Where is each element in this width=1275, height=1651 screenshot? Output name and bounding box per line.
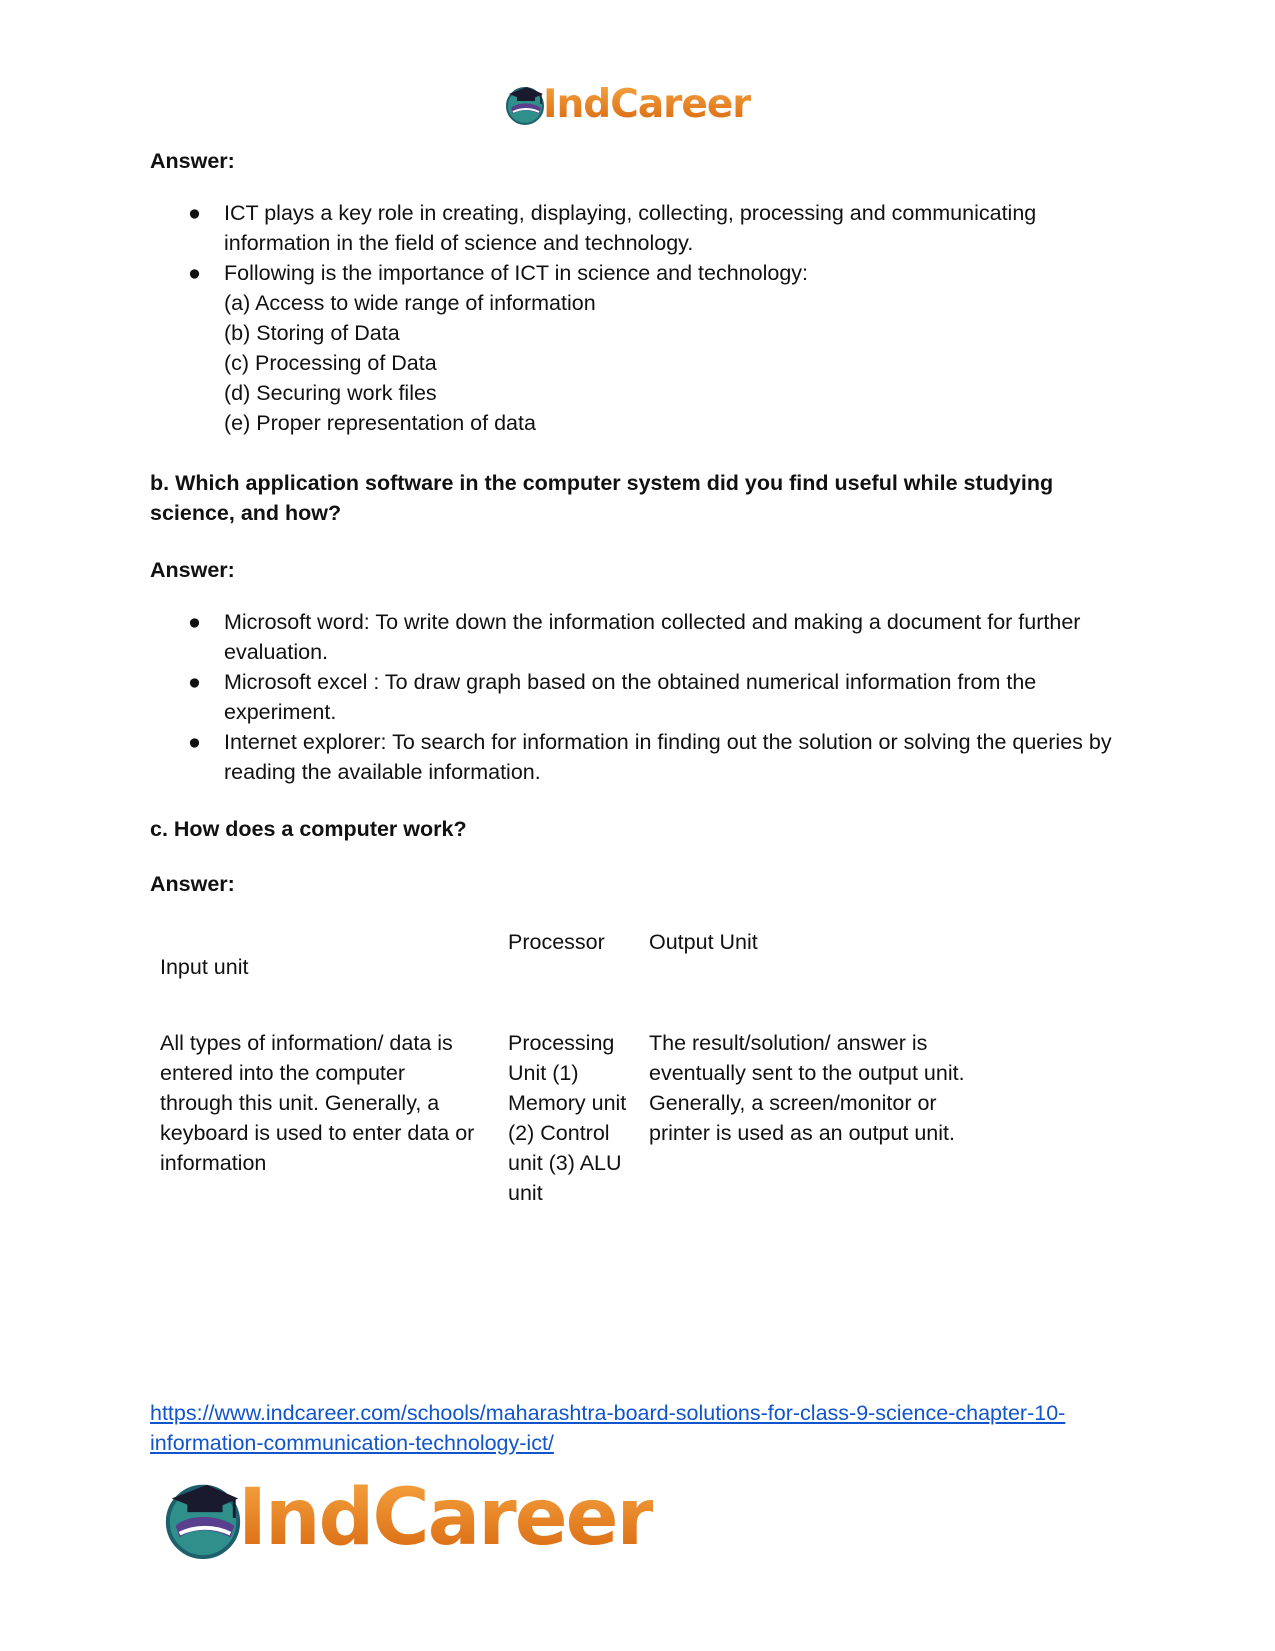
table-header-processor: Processor — [508, 930, 605, 954]
list-item — [150, 667, 1130, 727]
list-item — [150, 198, 1130, 258]
bullet-icon: ● — [188, 261, 201, 285]
question-b: b. Which application software in the computer system did you find useful while studying science, and how? — [150, 471, 1054, 525]
bullet-text: Following is the importance of ICT in science and technology: — [224, 261, 808, 285]
bullet-text: ICT plays a key role in creating, displaying, collecting, processing and communicating information in the field of science and technology. — [224, 201, 1037, 255]
brand-wordmark: IndCareer — [543, 81, 751, 127]
software-list — [150, 607, 1130, 787]
source-link[interactable]: https://www.indcareer.com/schools/maharashtra-board-solutions-for-class-9-science-chapter-10-information-communication-technology-ict/ — [150, 1401, 1066, 1455]
answer-label: Answer: — [150, 558, 235, 582]
table-cell-input: All types of information/ data is entered into the computer through this unit. Generally, a keyboard is used to enter data or information — [160, 1031, 475, 1175]
sub-item: (e) Proper representation of data — [224, 411, 536, 435]
ict-importance-list — [150, 198, 1130, 438]
header-logo — [503, 80, 751, 128]
sub-item: (b) Storing of Data — [224, 321, 400, 345]
list-item — [150, 258, 1130, 438]
brand-wordmark: IndCareer — [238, 1473, 653, 1563]
sub-item: (d) Securing work files — [224, 381, 437, 405]
sub-item: (a) Access to wide range of information — [224, 291, 596, 315]
list-item — [150, 727, 1130, 787]
table-cell-output: The result/solution/ answer is eventually sent to the output unit. Generally, a screen/monitor or printer is used as an output unit. — [649, 1031, 965, 1145]
table-header-input: Input unit — [160, 955, 249, 979]
bullet-text: Microsoft excel : To draw graph based on the obtained numerical information from the experiment. — [224, 670, 1037, 724]
table-cell-processor: Processing Unit (1) Memory unit (2) Control unit (3) ALU unit — [508, 1031, 627, 1205]
list-item — [150, 607, 1130, 667]
bullet-icon: ● — [188, 670, 201, 694]
graduation-cap-globe-icon — [503, 82, 547, 126]
footer-logo — [160, 1472, 653, 1564]
bullet-icon: ● — [188, 730, 201, 754]
sub-item: (c) Processing of Data — [224, 351, 437, 375]
question-c: c. How does a computer work? — [150, 817, 467, 841]
bullet-icon: ● — [188, 201, 201, 225]
answer-label: Answer: — [150, 149, 235, 173]
bullet-text: Microsoft word: To write down the information collected and making a document for further evaluation. — [224, 610, 1081, 664]
graduation-cap-globe-icon — [160, 1475, 246, 1561]
table-header-output: Output Unit — [649, 930, 758, 954]
bullet-icon: ● — [188, 610, 201, 634]
answer-label: Answer: — [150, 872, 235, 896]
bullet-text: Internet explorer: To search for information in finding out the solution or solving the queries by reading the available information. — [224, 730, 1112, 784]
